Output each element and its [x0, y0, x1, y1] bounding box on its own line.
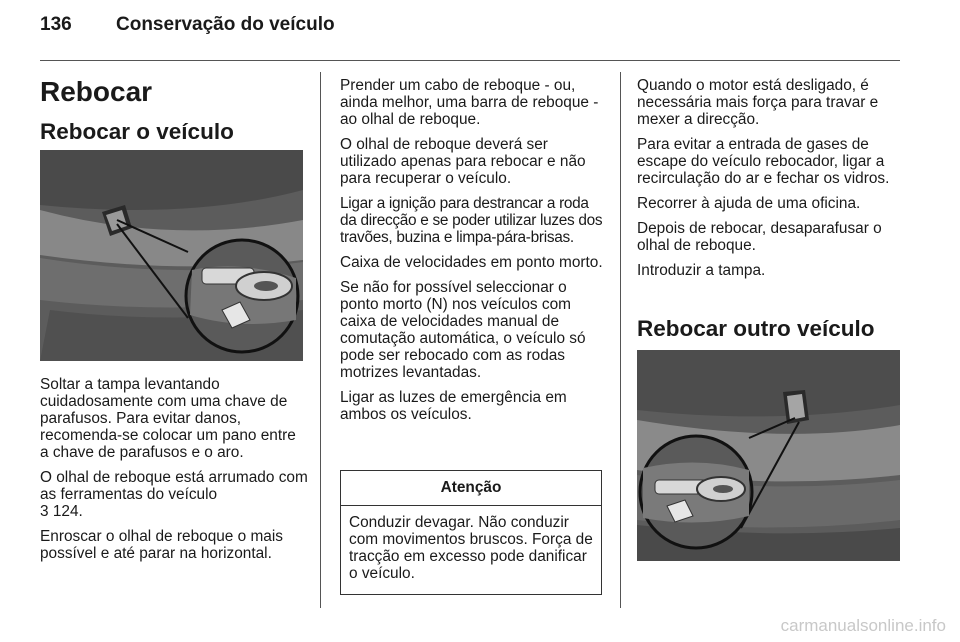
paragraph: Se não for possível seleccionar o ponto morto (N) nos veículos com caixa de velocidades manual de comutação automática, o veículo só pode ser rebocado com as rodas motrizes levantadas. — [340, 279, 586, 381]
paragraph: Quando o motor está desligado, é necessária mais força para travar e mexer a direcção. — [637, 77, 879, 128]
paragraph: Soltar a tampa levantando cuidadosamente com uma chave de parafusos. Para evitar danos, recomenda-se colocar um pano entre a chave de parafusos e o aro. — [40, 376, 296, 461]
warning-title: Atenção — [341, 471, 601, 506]
figure-front-bumper-tow-eye — [40, 150, 303, 361]
paragraph: Caixa de velocidades em ponto morto. — [340, 254, 603, 271]
column-divider-1 — [320, 72, 321, 608]
page-header — [40, 14, 335, 36]
column-3-text — [637, 77, 902, 287]
section-title: Conservação do veículo — [116, 14, 335, 35]
page-number: 136 — [40, 14, 72, 35]
figure-rear-bumper-tow-eye — [637, 350, 900, 561]
paragraph: Para evitar a entrada de gases de escape do veículo rebocador, ligar a recirculação do ar e fechar os vidros. — [637, 136, 890, 187]
warning-box — [340, 470, 602, 595]
paragraph-text: O olhal de reboque está arrumado com as ferramentas do veículo — [40, 469, 308, 503]
paragraph: Enroscar o olhal de reboque o mais possível e até parar na horizontal. — [40, 528, 283, 562]
paragraph: Prender um cabo de reboque - ou, ainda melhor, uma barra de reboque - ao olhal de reboque. — [340, 77, 599, 128]
watermark: carmanualsonline.info — [780, 616, 946, 635]
page-reference: 3 124. — [40, 503, 83, 520]
paragraph: Depois de rebocar, desaparafusar o olhal de reboque. — [637, 220, 882, 254]
page-title: Rebocar — [40, 76, 153, 107]
header-rule — [40, 60, 900, 61]
paragraph — [40, 469, 308, 520]
paragraph: Introduzir a tampa. — [637, 262, 766, 279]
column-2-text — [340, 77, 605, 431]
column-1-text — [40, 376, 308, 570]
paragraph: Recorrer à ajuda de uma oficina. — [637, 195, 861, 212]
column-divider-2 — [620, 72, 621, 608]
warning-text: Conduzir devagar. Não conduzir com movimentos bruscos. Força de tracção em excesso pode danificar o veículo. — [349, 514, 593, 582]
section-heading-rebocar-veiculo: Rebocar o veículo — [40, 119, 234, 144]
section-heading-rebocar-outro: Rebocar outro veículo — [637, 316, 875, 341]
paragraph: O olhal de reboque deverá ser utilizado apenas para rebocar e não para recuperar o veículo. — [340, 136, 586, 187]
paragraph: Ligar as luzes de emergência em ambos os veículos. — [340, 389, 567, 423]
paragraph: Ligar a ignição para destrancar a roda da direcção e se poder utilizar luzes dos travões, buzina e limpa-pára-brisas. — [340, 195, 603, 246]
